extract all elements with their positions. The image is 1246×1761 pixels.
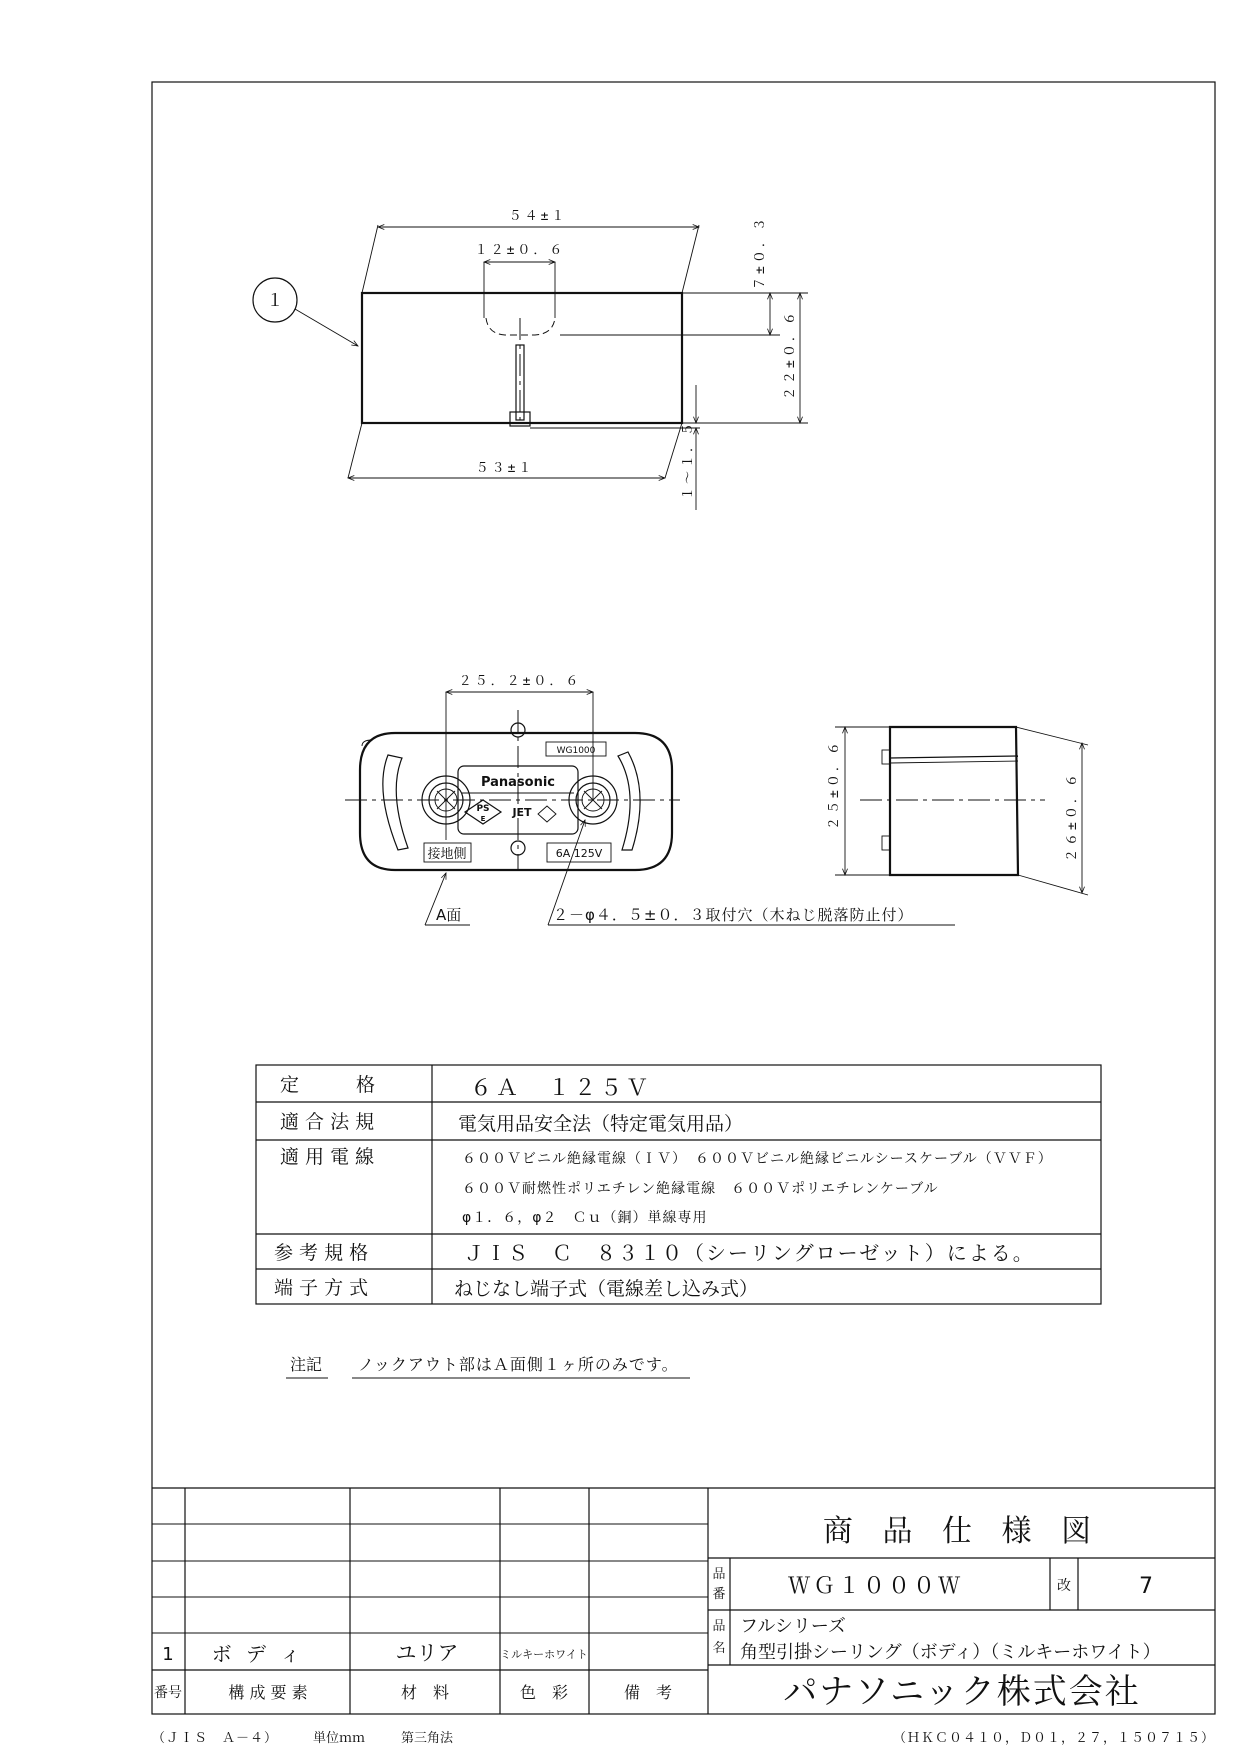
product-name-line1: フルシリーズ [740,1616,846,1637]
svg-text:名: 名 [712,1641,726,1656]
right-slot [618,752,640,850]
footer-projection: 第三角法 [401,1731,454,1746]
product-name-line2: 角型引掛シーリング（ボディ）（ミルキーホワイト） [740,1642,1161,1663]
dim-top-width: ５４±１ [508,209,568,224]
side-view [827,727,1088,895]
spec-value-law: 電気用品安全法（特定電気用品） [458,1113,744,1135]
footer-code: （ＨＫＣ０４１０，Ｄ０１，２７，１５０７１５） [892,1731,1215,1746]
spec-label-law: 適 合 法 規 [280,1111,375,1133]
dim-side-outer: ２６±０．６ [1065,771,1080,862]
dim-side-height: ２５±０．６ [827,739,842,830]
dim-right-top: ７±０．３ [753,215,768,290]
dim-right-height: ２２±０．６ [783,309,798,400]
svg-text:Panasonic: Panasonic [480,775,556,790]
svg-text:JET: JET [512,806,532,819]
spec-value-wire-3: φ１．６，φ２ Ｃｕ（銅）単線専用 [462,1210,708,1226]
header-material: 材 料 [400,1683,450,1702]
svg-text:PS: PS [476,804,490,814]
svg-text:WG1000: WG1000 [556,746,596,756]
title-block [152,1488,1215,1714]
spec-value-wire-1: ６００Ｖビニル絶縁電線（ＩＶ） ６００Ｖビニル絶縁ビニルシースケーブル（ＶＶＦ） [462,1151,1053,1167]
svg-text:接地側: 接地側 [427,847,467,862]
revision-number: 7 [1139,1574,1153,1599]
svg-text:6A 125V: 6A 125V [555,847,603,860]
dim-top-center: １２±０．６ [474,243,566,258]
part-row-component: ボ デ ィ [211,1642,305,1666]
spec-value-standard: ＪＩＳ Ｃ ８３１０（シーリングローゼット）による。 [464,1241,1035,1265]
svg-text:E: E [480,815,486,823]
spec-table [256,1065,1101,1304]
header-component: 構 成 要 素 [228,1683,308,1702]
part-number: ＷＧ１０００Ｗ [788,1574,964,1599]
side-view-body [890,727,1018,875]
note-label: 注記 [290,1355,323,1374]
note-text: ノックアウト部はＡ面側１ヶ所のみです。 [358,1355,679,1374]
left-terminal-hole [422,776,470,824]
footer-jis: （ＪＩＳ Ａ－４） [152,1731,279,1746]
top-view [253,209,808,510]
revision-label: 改 [1057,1578,1071,1594]
part-row-material: ユリア [395,1641,459,1665]
svg-text:１: １ [266,291,284,311]
part-row-color: ミルキーホワイト [500,1648,588,1661]
header-color: 色 彩 [519,1683,569,1702]
spec-value-wire-2: ６００Ｖ耐燃性ポリエチレン絶縁電線 ６００Ｖポリエチレンケーブル [462,1181,939,1197]
spec-value-rating: ６Ａ １２５Ｖ [470,1076,653,1101]
footer-unit: 単位ｍｍ [313,1731,366,1746]
svg-text:番: 番 [712,1587,726,1602]
svg-text:品: 品 [712,1567,726,1582]
hole-note: ２－φ４．５±０．３取付穴（木ねじ脱落防止付） [553,906,914,924]
jet-mark [538,806,556,822]
note [286,1355,690,1378]
drawing-border [152,82,1215,1714]
svg-text:品: 品 [712,1619,726,1634]
header-remarks: 備 考 [623,1683,673,1702]
spec-label-standard: 参 考 規 格 [274,1242,369,1264]
top-view-body [362,293,682,423]
spec-label-terminal: 端 子 方 式 [274,1277,369,1299]
dim-bottom-gap: １～１．５ [681,419,696,500]
dim-hole-pitch: ２５．２±０．６ [458,674,582,689]
header-no: 番号 [154,1685,182,1701]
spec-value-terminal: ねじなし端子式（電線差し込み式） [454,1278,759,1300]
spec-label-rating: 定 格 [280,1074,376,1096]
company-name: パナソニック株式会社 [783,1672,1141,1712]
sheet-title: 商 品 仕 様 図 [822,1514,1102,1549]
right-terminal-hole [569,776,617,824]
part-row-no: 1 [162,1644,174,1665]
spec-label-wire: 適 用 電 線 [280,1146,375,1168]
left-slot [383,755,408,850]
face-label: A面 [436,906,462,924]
dim-bottom-width: ５３±１ [475,461,535,476]
